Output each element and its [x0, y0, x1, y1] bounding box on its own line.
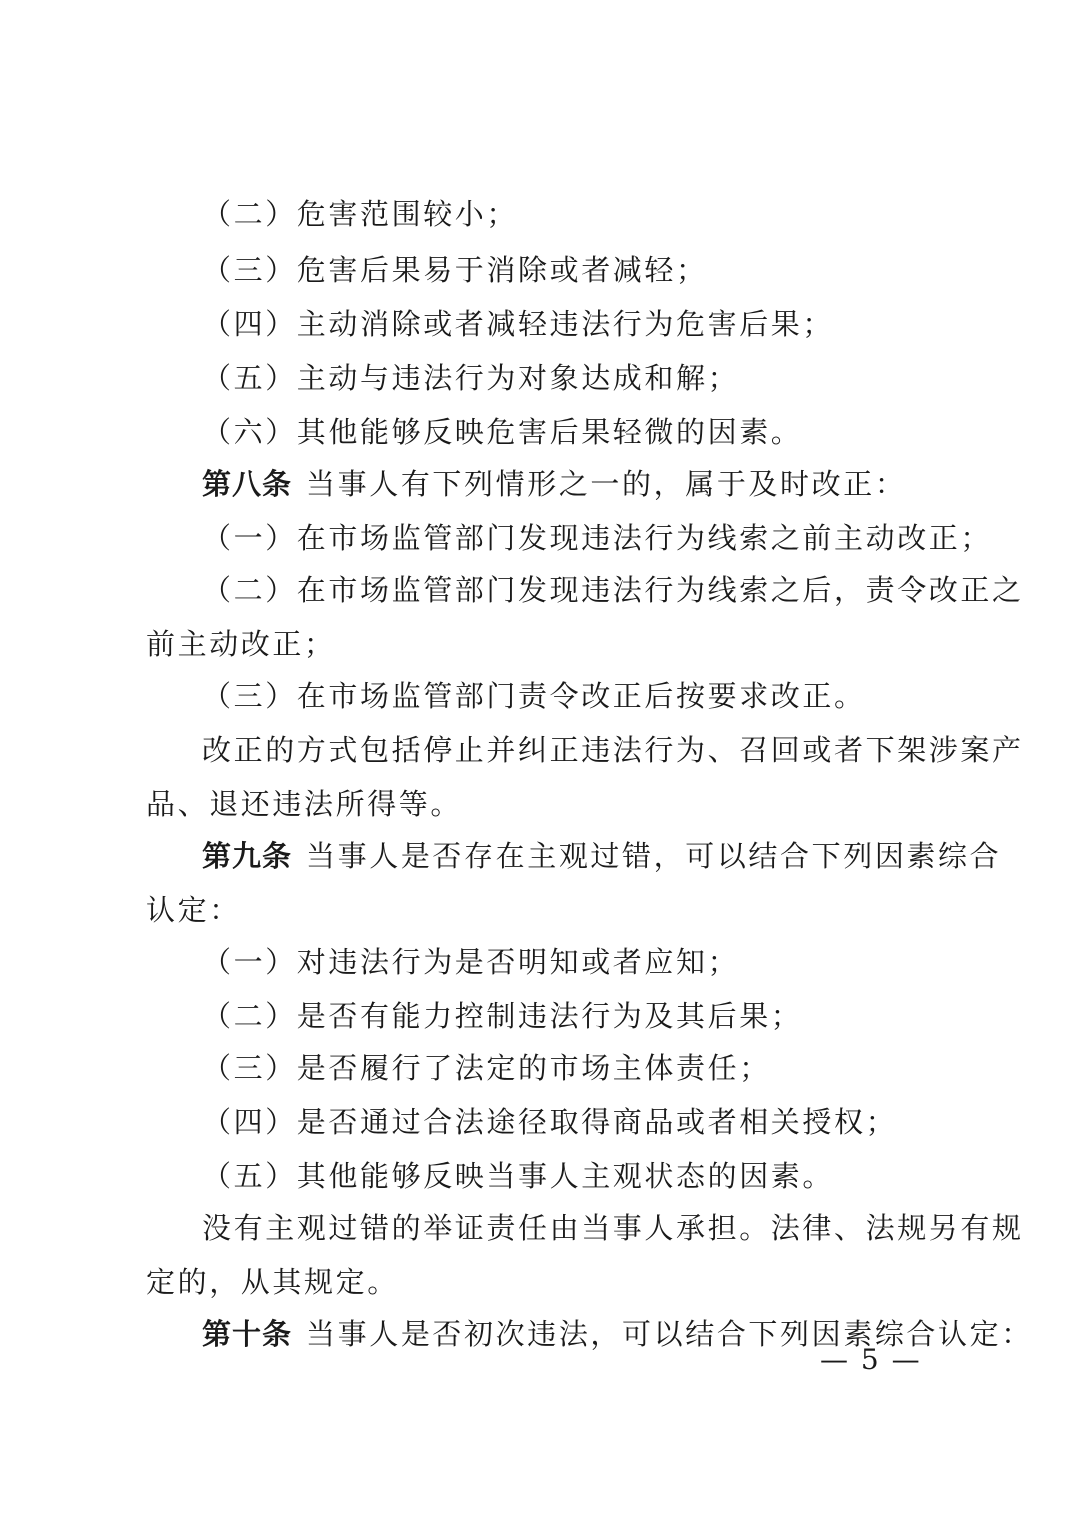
text-line: 品、退还违法所得等。: [146, 787, 463, 821]
text-line: 没有主观过错的举证责任由当事人承担。法律、法规另有规: [202, 1211, 1024, 1245]
text-line: （二）是否有能力控制违法行为及其后果；: [202, 999, 803, 1033]
text-line: （三）危害后果易于消除或者减轻；: [202, 253, 708, 287]
article-text: 当事人是否存在主观过错，可以结合下列因素综合: [306, 839, 1002, 873]
article-heading: 第八条: [202, 467, 293, 501]
text-line: （三）在市场监管部门责令改正后按要求改正。: [202, 679, 866, 713]
text-line: 认定：: [146, 893, 241, 927]
text-line: （四）主动消除或者减轻违法行为危害后果；: [202, 307, 835, 341]
page-number: — 5 —: [820, 1343, 922, 1376]
text-line: 改正的方式包括停止并纠正违法行为、召回或者下架涉案产: [202, 733, 1024, 767]
article-9: [202, 836, 1002, 876]
article-heading: 第十条: [202, 1317, 293, 1351]
text-line: （一）对违法行为是否明知或者应知；: [202, 945, 740, 979]
text-line: （二）在市场监管部门发现违法行为线索之后，责令改正之: [202, 573, 1024, 607]
text-line: （六）其他能够反映危害后果轻微的因素。: [202, 415, 803, 449]
article-text: 当事人是否初次违法，可以结合下列因素综合认定：: [306, 1317, 1033, 1351]
article-heading: 第九条: [202, 839, 293, 873]
article-text: 当事人有下列情形之一的，属于及时改正：: [306, 467, 907, 501]
article-8: [202, 464, 1002, 504]
text-line: （二）危害范围较小；: [202, 197, 519, 231]
text-line: （五）主动与违法行为对象达成和解；: [202, 361, 740, 395]
text-line: （一）在市场监管部门发现违法行为线索之前主动改正；: [202, 521, 993, 555]
text-line: 定的，从其规定。: [146, 1265, 399, 1299]
text-line: 前主动改正；: [146, 627, 336, 661]
text-line: （三）是否履行了法定的市场主体责任；: [202, 1051, 771, 1085]
text-line: （五）其他能够反映当事人主观状态的因素。: [202, 1159, 835, 1193]
text-line: （四）是否通过合法途径取得商品或者相关授权；: [202, 1105, 898, 1139]
